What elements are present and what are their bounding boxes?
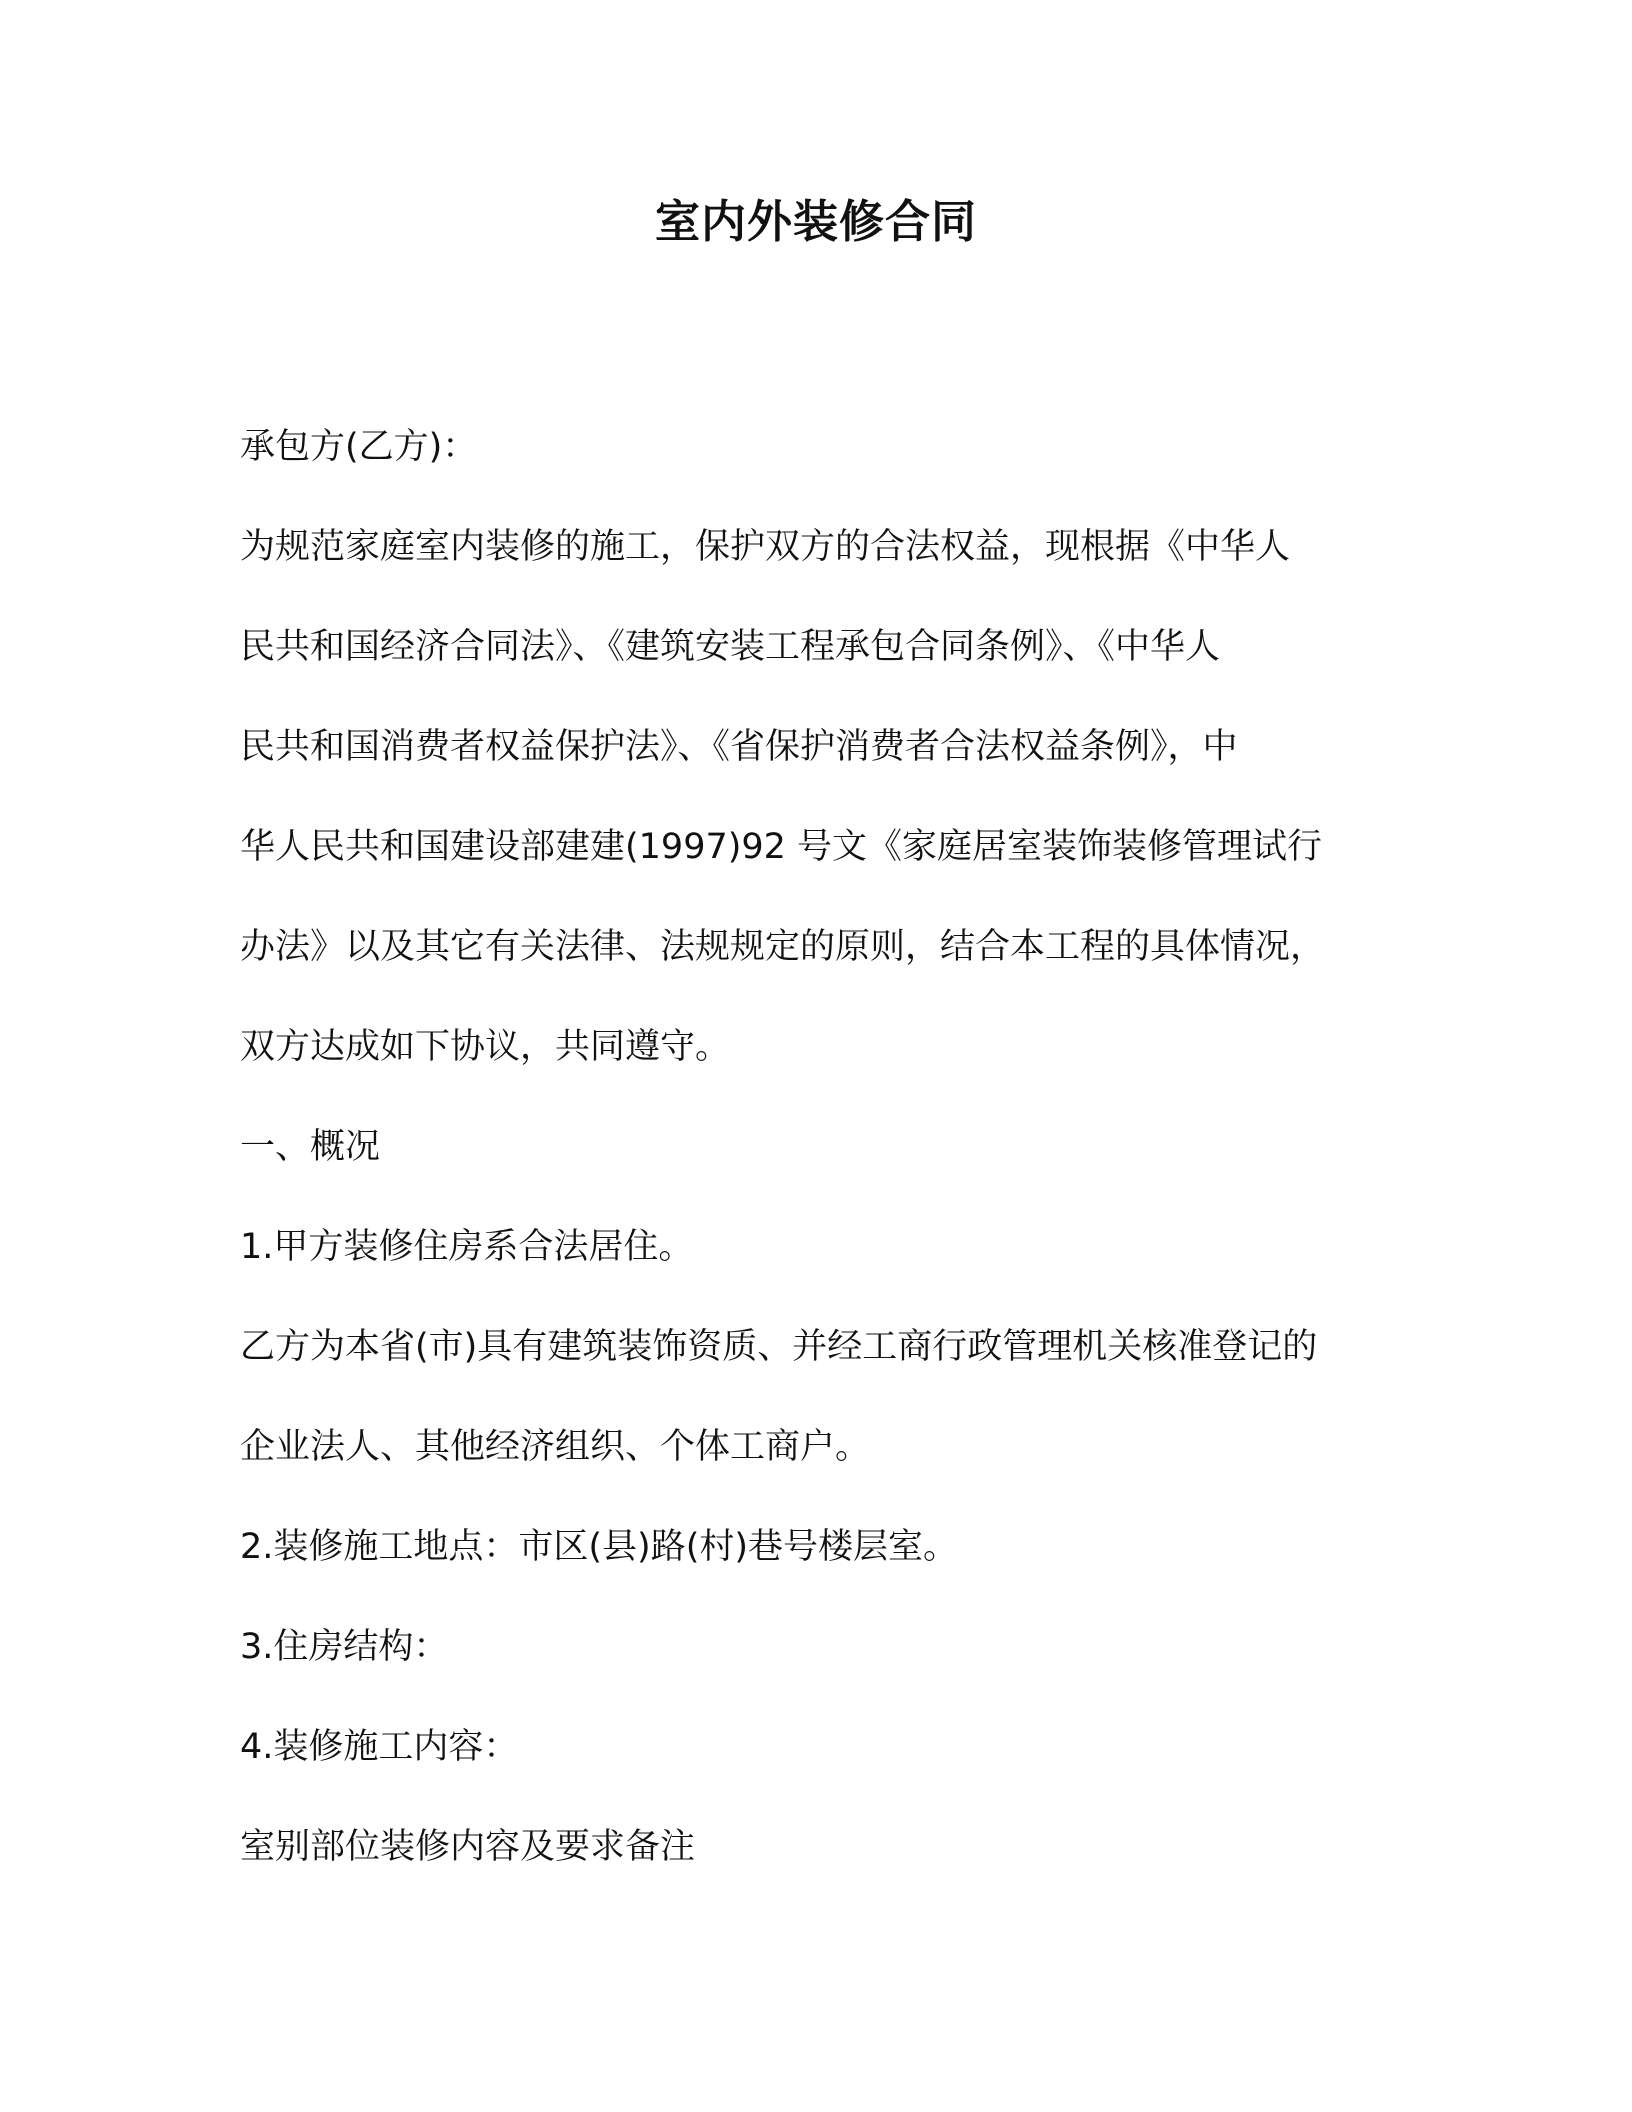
preamble-line-4: 华人民共和国建设部建建(1997)92 号文《家庭居室装饰装修管理试行 xyxy=(240,827,1323,867)
clause-1-line: 1.甲方装修住房系合法居住。 xyxy=(240,1227,694,1267)
preamble-line-5: 办法》以及其它有关法律、法规规定的原则，结合本工程的具体情况， xyxy=(240,927,1326,967)
clause-3-line: 3.住房结构： xyxy=(240,1627,449,1667)
preamble-line-1: 为规范家庭室内装修的施工，保护双方的合法权益，现根据《中华人 xyxy=(240,527,1291,567)
document-body xyxy=(240,417,1392,1917)
clause-2-line: 2.装修施工地点：市区(县)路(村)巷号楼层室。 xyxy=(240,1527,959,1567)
qualification-line-1: 乙方为本省(市)具有建筑装饰资质、并经工商行政管理机关核准登记的 xyxy=(240,1327,1318,1367)
clause-4-line: 4.装修施工内容： xyxy=(240,1727,519,1767)
table-header-line: 室别部位装修内容及要求备注 xyxy=(240,1827,696,1867)
preamble-line-6: 双方达成如下协议，共同遵守。 xyxy=(240,1027,731,1067)
contractor-party-line: 承包方(乙方)： xyxy=(240,427,478,467)
section-heading-overview: 一、概况 xyxy=(240,1127,381,1167)
document-title: 室内外装修合同 xyxy=(654,195,977,248)
qualification-line-2: 企业法人、其他经济组织、个体工商户。 xyxy=(240,1427,871,1467)
preamble-line-2: 民共和国经济合同法》、《建筑安装工程承包合同条例》、《中华人 xyxy=(240,627,1221,667)
preamble-line-3: 民共和国消费者权益保护法》、《省保护消费者合法权益条例》，中 xyxy=(240,727,1238,767)
